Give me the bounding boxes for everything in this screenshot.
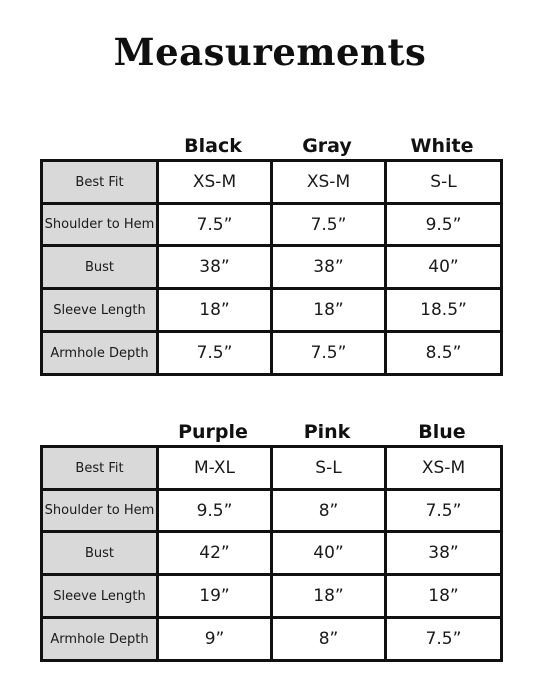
value-cell: 38” xyxy=(272,246,386,289)
value-cell: 18.5” xyxy=(386,289,502,332)
value-cell: 7.5” xyxy=(386,618,502,661)
value-cell: 7.5” xyxy=(386,490,502,532)
value-cell: 9.5” xyxy=(158,490,272,532)
value-cell: 40” xyxy=(272,532,386,575)
measurements-table-1 xyxy=(40,159,503,376)
value-cell: 40” xyxy=(386,246,502,289)
row-label-armhole-depth: Armhole Depth xyxy=(42,332,158,375)
value-cell: 38” xyxy=(158,246,272,289)
value-cell: XS-M xyxy=(272,161,386,204)
value-cell: 19” xyxy=(158,575,272,618)
row-label-sleeve-length: Sleeve Length xyxy=(42,289,158,332)
column-header-purple: Purple xyxy=(178,421,248,443)
column-header-gray: Gray xyxy=(302,135,352,157)
table-row xyxy=(42,204,502,246)
page-title: Measurements xyxy=(113,30,427,74)
row-label-armhole-depth: Armhole Depth xyxy=(42,618,158,661)
value-cell: S-L xyxy=(386,161,502,204)
value-cell: 18” xyxy=(272,289,386,332)
value-cell: XS-M xyxy=(158,161,272,204)
value-cell: 18” xyxy=(158,289,272,332)
value-cell: 7.5” xyxy=(272,204,386,246)
table-row xyxy=(42,575,502,618)
value-cell: 18” xyxy=(272,575,386,618)
row-label-sleeve-length: Sleeve Length xyxy=(42,575,158,618)
table-row xyxy=(42,246,502,289)
value-cell: 9” xyxy=(158,618,272,661)
table-row xyxy=(42,161,502,204)
table-row xyxy=(42,332,502,375)
row-label-bust: Bust xyxy=(42,532,158,575)
row-label-shoulder-to-hem: Shoulder to Hem xyxy=(42,204,158,246)
value-cell: 18” xyxy=(386,575,502,618)
table-row xyxy=(42,618,502,661)
column-header-white: White xyxy=(410,135,474,157)
row-label-shoulder-to-hem: Shoulder to Hem xyxy=(42,490,158,532)
value-cell: 7.5” xyxy=(272,332,386,375)
column-header-black: Black xyxy=(184,135,242,157)
column-header-pink: Pink xyxy=(303,421,351,443)
table-row xyxy=(42,532,502,575)
value-cell: 7.5” xyxy=(158,332,272,375)
row-label-best-fit: Best Fit xyxy=(42,161,158,204)
measurements-table-2 xyxy=(40,445,503,662)
value-cell: 8” xyxy=(272,618,386,661)
table-row xyxy=(42,447,502,490)
table-row xyxy=(42,490,502,532)
value-cell: XS-M xyxy=(386,447,502,490)
value-cell: S-L xyxy=(272,447,386,490)
row-label-bust: Bust xyxy=(42,246,158,289)
value-cell: 38” xyxy=(386,532,502,575)
column-header-blue: Blue xyxy=(418,421,466,443)
value-cell: 9.5” xyxy=(386,204,502,246)
value-cell: 42” xyxy=(158,532,272,575)
value-cell: 7.5” xyxy=(158,204,272,246)
value-cell: 8” xyxy=(272,490,386,532)
value-cell: 8.5” xyxy=(386,332,502,375)
value-cell: M-XL xyxy=(158,447,272,490)
row-label-best-fit: Best Fit xyxy=(42,447,158,490)
table-row xyxy=(42,289,502,332)
